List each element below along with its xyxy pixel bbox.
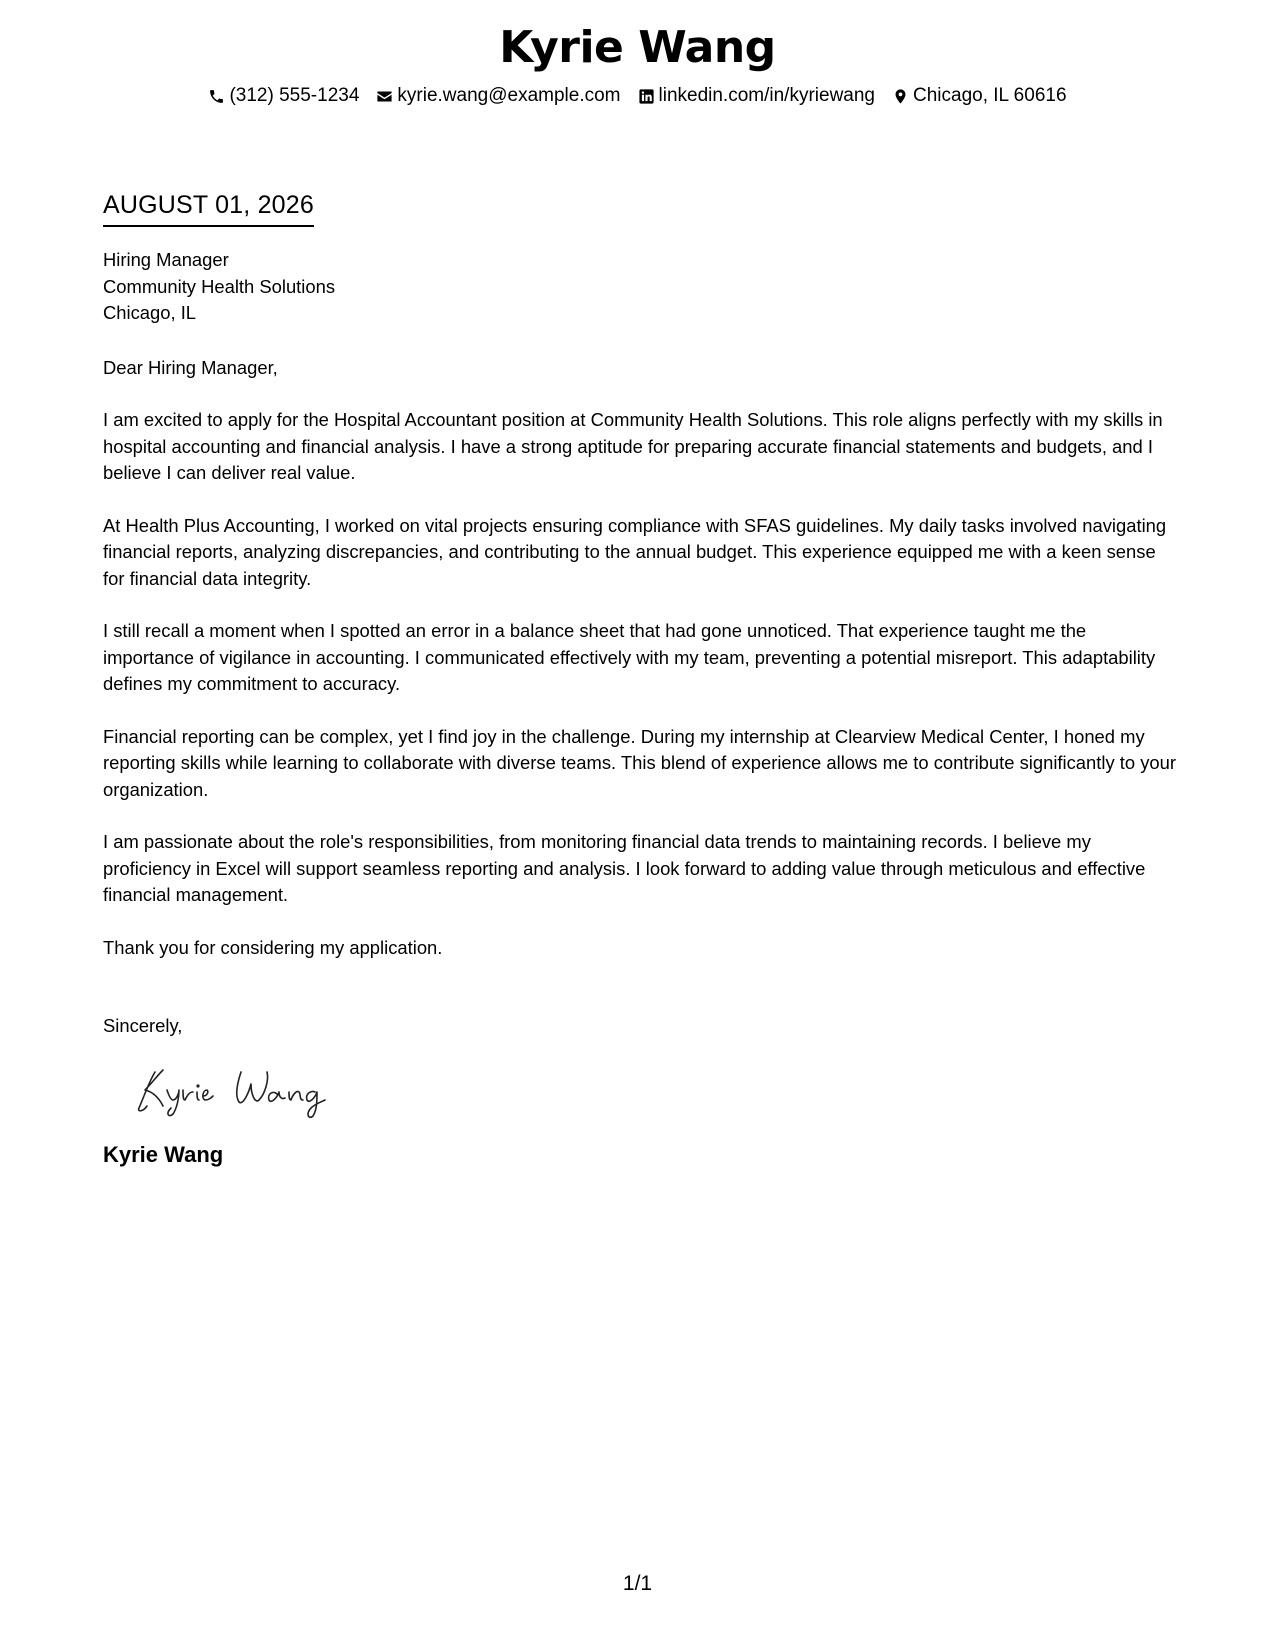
contact-location — [892, 84, 1067, 108]
letter-body — [103, 188, 1178, 1169]
signer-name: Kyrie Wang — [103, 1142, 224, 1167]
email-text[interactable]: kyrie.wang@example.com — [397, 85, 621, 106]
letter-header — [0, 20, 1275, 108]
recipient-company: Community Health Solutions — [103, 275, 336, 297]
contact-linkedin[interactable] — [638, 84, 876, 108]
location-text: Chicago, IL 60616 — [913, 85, 1067, 106]
page-number: 1/1 — [622, 1572, 653, 1595]
contact-bar — [0, 84, 1275, 108]
signoff: Sincerely, — [103, 1015, 183, 1036]
handwritten-signature — [133, 1062, 353, 1120]
body-paragraph: I am passionate about the role's responsibilities, from monitoring financial data trends to maintaining records. I believe my proficiency in Excel will support seamless reporting and analysis. I look forward to adding value through meticulous and effective financial management. — [103, 831, 1146, 905]
map-pin-icon — [892, 88, 909, 105]
recipient-title: Hiring Manager — [103, 249, 229, 270]
recipient-location: Chicago, IL — [103, 302, 197, 323]
phone-icon — [208, 88, 225, 105]
letter-date: AUGUST 01, 2026 — [103, 188, 314, 227]
contact-phone — [208, 84, 359, 108]
closing-line: Thank you for considering my application. — [103, 936, 443, 958]
envelope-icon — [376, 88, 393, 105]
phone-text: (312) 555-1234 — [229, 85, 360, 106]
body-paragraph: At Health Plus Accounting, I worked on vital projects ensuring compliance with SFAS guidelines. My daily tasks involved navigating financial reports, analyzing discrepancies, and contributing to the annual budget. This experience equipped me with a keen sense for financial data integrity. — [103, 514, 1167, 589]
body-paragraph: Financial reporting can be complex, yet I find joy in the challenge. During my internship at Clearview Medical Center, I honed my reporting skills while learning to collaborate with diverse teams. This blend of experience allows me to contribute significantly to your organization. — [103, 725, 1176, 800]
recipient-block — [103, 247, 1178, 327]
applicant-name: Kyrie Wang — [499, 22, 776, 73]
contact-email[interactable] — [376, 84, 620, 108]
linkedin-icon — [638, 88, 655, 105]
body-paragraph: I still recall a moment when I spotted an error in a balance sheet that had gone unnoticed. That experience taught me the importance of vigilance in accounting. I communicated effectively with my team, preventing a potential misreport. This adaptability defines my commitment to accuracy. — [103, 620, 1156, 694]
body-paragraph: I am excited to apply for the Hospital Accountant position at Community Health Solutions. This role aligns perfectly with my skills in hospital accounting and financial analysis. I have a strong aptitude for preparing accurate financial statements and budgets, and I believe I can deliver real value. — [103, 409, 1163, 483]
salutation: Dear Hiring Manager, — [103, 356, 278, 378]
linkedin-text[interactable]: linkedin.com/in/kyriewang — [658, 85, 875, 106]
